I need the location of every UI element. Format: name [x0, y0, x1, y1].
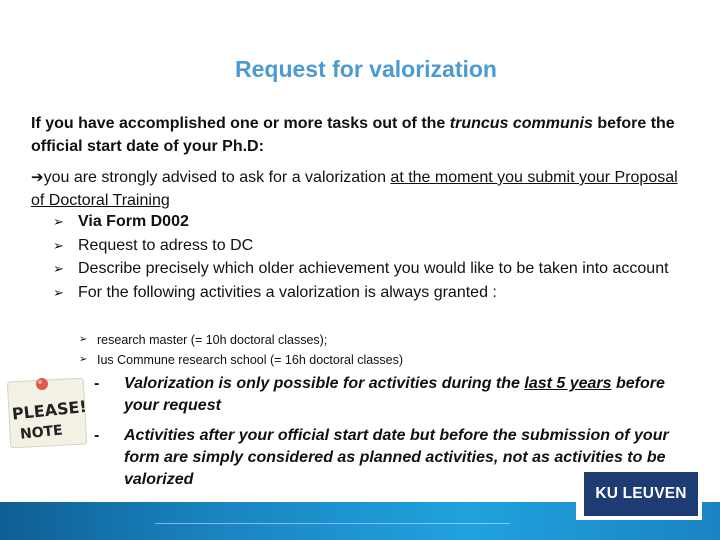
intro-part2: before the official start date of your Ph.D: — [31, 115, 675, 155]
right-arrow-icon: ➔ — [31, 169, 44, 186]
slide-title: Request for valorization — [235, 56, 497, 82]
note-text: Activities after your official start date but before the submission of your form are simply considered as planned activities, not as activities to be valorized — [124, 427, 669, 488]
arrowhead-bullet-icon: ➢ — [53, 284, 64, 300]
sticker-line1: PLEASE! — [11, 396, 88, 424]
sub-bullet-list — [79, 330, 639, 370]
list-item — [94, 373, 684, 417]
note-text: Valorization is only possible for activities during the — [124, 375, 525, 392]
arrowhead-bullet-icon: ➢ — [53, 214, 64, 229]
note-after: before your request — [124, 375, 665, 414]
note-underlined: last 5 years — [524, 375, 612, 392]
ku-leuven-logo — [580, 472, 698, 516]
sub-bullet-text: research master (= 10h doctoral classes); — [97, 333, 328, 347]
list-item — [53, 281, 693, 305]
advice-text — [31, 166, 691, 212]
list-item — [79, 330, 639, 350]
dash-bullet: - — [94, 427, 100, 444]
list-item — [53, 210, 693, 234]
sub-bullet-text: Ius Commune research school (= 16h doctoral classes) — [97, 353, 404, 367]
intro-text — [31, 112, 691, 158]
intro-italic: truncus communis — [449, 115, 593, 132]
bullet-text: Describe precisely which older achievement you would like to be taken into account — [78, 260, 669, 277]
dash-bullet: - — [94, 375, 100, 392]
list-item — [79, 350, 639, 370]
advice-main: you are strongly advised to ask for a valorization — [43, 169, 391, 186]
arrowhead-bullet-icon: ➢ — [79, 354, 88, 365]
pin-icon — [36, 378, 48, 390]
logo-text: KU LEUVEN — [595, 485, 687, 502]
footer-divider — [155, 523, 510, 524]
arrowhead-bullet-icon: ➢ — [53, 237, 64, 253]
please-note-sticker — [4, 372, 90, 450]
sticker-line2: NOTE — [19, 422, 64, 443]
bullet-text: Via Form D002 — [78, 213, 189, 230]
arrowhead-bullet-icon: ➢ — [53, 261, 64, 276]
intro-part1: If you have accomplished one or more tasks out of the — [31, 115, 450, 132]
bullet-list — [53, 210, 693, 304]
list-item — [53, 234, 693, 258]
bullet-text: Request to adress to DC — [78, 236, 254, 254]
list-item — [53, 257, 693, 281]
bullet-text: For the following activities a valorization is always granted : — [78, 283, 497, 301]
advice-underlined: at the moment you submit your Proposal of Doctoral Training — [31, 169, 678, 209]
arrowhead-bullet-icon: ➢ — [79, 334, 88, 345]
